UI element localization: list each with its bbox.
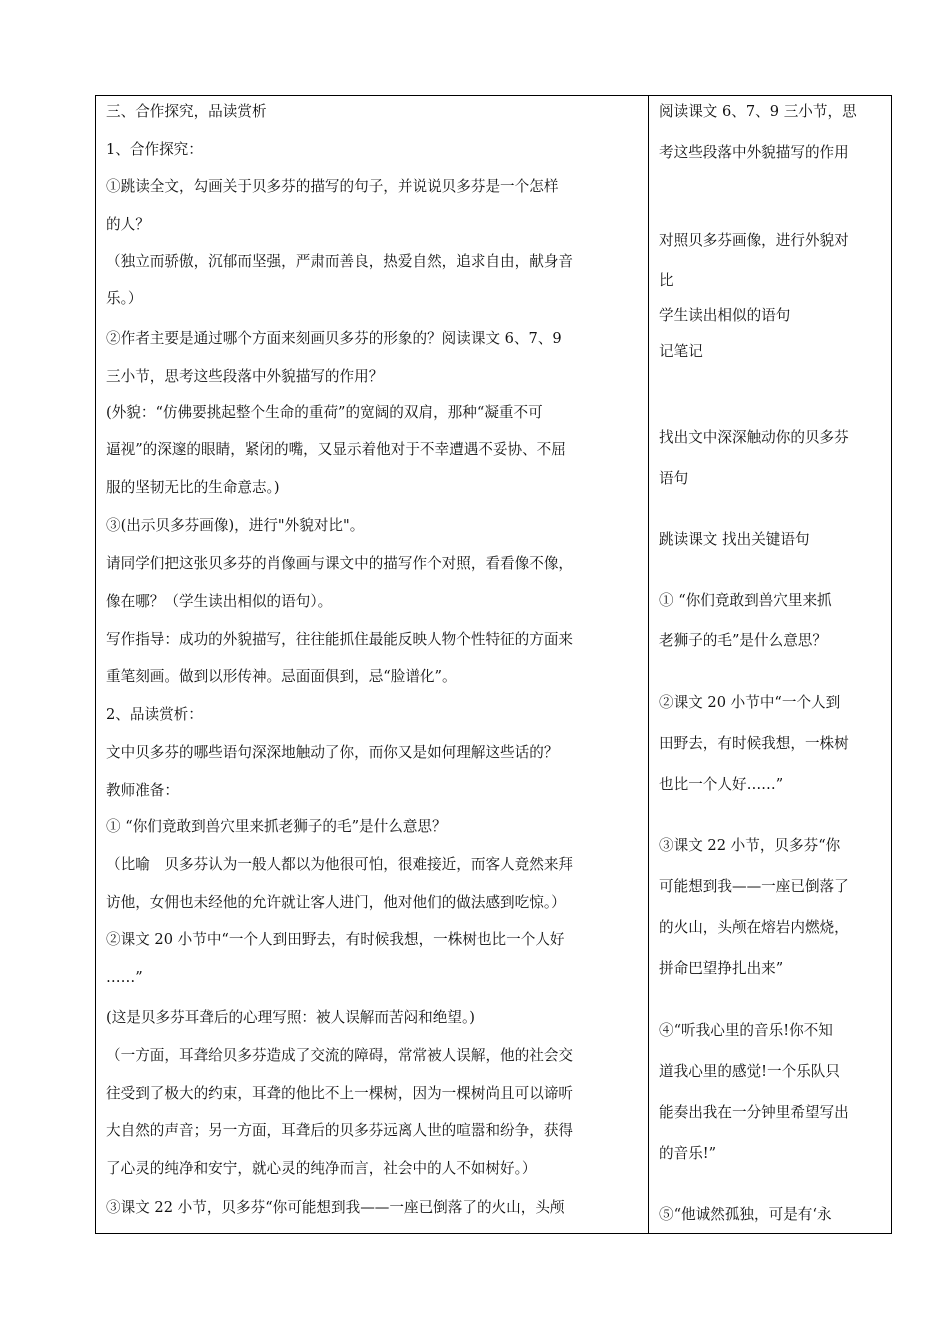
right-line-5: 学生读出相似的语句 bbox=[659, 307, 791, 324]
left-line-18: 文中贝多芬的哪些语句深深地触动了你，而你又是如何理解这些话的？ bbox=[106, 744, 559, 761]
left-line-4: 的人？ bbox=[106, 216, 150, 233]
left-line-1: 三、合作探究，品读赏析 bbox=[106, 103, 267, 120]
right-line-6: 记笔记 bbox=[659, 343, 703, 360]
right-line-22: 的音乐!” bbox=[659, 1145, 717, 1162]
column-divider bbox=[648, 96, 649, 1233]
right-line-18: 拼命巴望挣扎出来” bbox=[659, 960, 784, 977]
right-line-15: ③课文 22 小节，贝多芬“你 bbox=[659, 837, 841, 854]
left-line-15: 写作指导：成功的外貌描写，往往能抓住最能反映人物个性特征的方面来 bbox=[106, 631, 574, 648]
left-line-28: 大自然的声音；另一方面，耳聋后的贝多芬远离人世的喧嚣和纷争，获得 bbox=[106, 1122, 574, 1139]
left-line-24: ……” bbox=[106, 969, 143, 986]
left-line-2: 1、合作探究： bbox=[106, 141, 203, 158]
right-line-7: 找出文中深深触动你的贝多芬 bbox=[659, 429, 849, 446]
left-line-26: （一方面，耳聋给贝多芬造成了交流的障碍，常常被人误解，他的社会交 bbox=[106, 1047, 574, 1064]
left-line-22: 访他，女佣也未经他的允许就让客人进门，他对他们的做法感到吃惊。） bbox=[106, 894, 566, 911]
right-line-14: 也比一个人好……” bbox=[659, 776, 784, 793]
left-line-9: (外貌：“仿佛要挑起整个生命的重荷”的宽阔的双肩，那种“凝重不可 bbox=[106, 404, 543, 421]
right-line-21: 能奏出我在一分钟里希望写出 bbox=[659, 1104, 849, 1121]
left-line-19: 教师准备： bbox=[106, 782, 179, 799]
right-line-9: 跳读课文 找出关键语句 bbox=[659, 531, 810, 548]
right-line-17: 的火山，头颅在熔岩内燃烧， bbox=[659, 919, 849, 936]
left-line-12: ③(出示贝多芬画像)，进行"外貌对比"。 bbox=[106, 517, 365, 534]
right-line-8: 语句 bbox=[659, 470, 689, 487]
left-line-21: （比喻 贝多芬认为一般人都以为他很可怕，很难接近，而客人竟然来拜 bbox=[106, 856, 574, 873]
left-line-8: 三小节，思考这些段落中外貌描写的作用？ bbox=[106, 368, 384, 385]
left-line-13: 请同学们把这张贝多芬的肖像画与课文中的描写作个对照，看看像不像， bbox=[106, 555, 574, 572]
right-line-4: 比 bbox=[659, 272, 674, 289]
right-line-10: ① “你们竟敢到兽穴里来抓 bbox=[659, 592, 832, 609]
right-line-20: 道我心里的感觉!一个乐队只 bbox=[659, 1063, 840, 1080]
right-line-13: 田野去，有时候我想，一株树 bbox=[659, 735, 849, 752]
lesson-plan-table bbox=[95, 95, 892, 1234]
right-line-12: ②课文 20 小节中“一个人到 bbox=[659, 694, 841, 711]
left-line-5: （独立而骄傲，沉郁而坚强，严肃而善良，热爱自然，追求自由，献身音 bbox=[106, 253, 574, 270]
left-line-20: ① “你们竟敢到兽穴里来抓老狮子的毛”是什么意思？ bbox=[106, 818, 447, 835]
student-activity-column bbox=[659, 96, 885, 1233]
left-line-25: (这是贝多芬耳聋后的心理写照：被人误解而苦闷和绝望。) bbox=[106, 1009, 475, 1026]
left-line-23: ②课文 20 小节中“一个人到田野去，有时候我想，一株树也比一个人好 bbox=[106, 931, 565, 948]
left-line-6: 乐。） bbox=[106, 290, 143, 307]
left-line-16: 重笔刻画。做到以形传神。忌面面俱到，忌“脸谱化”。 bbox=[106, 668, 457, 685]
left-line-30: ③课文 22 小节，贝多芬“你可能想到我——一座已倒落了的火山，头颅 bbox=[106, 1199, 565, 1216]
left-line-7: ②作者主要是通过哪个方面来刻画贝多芬的形象的？阅读课文 6、7、9 bbox=[106, 330, 562, 347]
left-line-29: 了心灵的纯净和安宁，就心灵的纯净而言，社会中的人不如树好。） bbox=[106, 1160, 537, 1177]
left-line-14: 像在哪？（学生读出相似的语句）。 bbox=[106, 593, 333, 610]
right-line-16: 可能想到我——一座已倒落了 bbox=[659, 878, 849, 895]
right-line-3: 对照贝多芬画像，进行外貌对 bbox=[659, 232, 849, 249]
left-line-3: ①跳读全文，勾画关于贝多芬的描写的句子，并说说贝多芬是一个怎样 bbox=[106, 178, 559, 195]
right-line-1: 阅读课文 6、7、9 三小节，思 bbox=[659, 103, 857, 120]
right-line-2: 考这些段落中外貌描写的作用 bbox=[659, 144, 849, 161]
right-line-11: 老狮子的毛”是什么意思？ bbox=[659, 632, 827, 649]
right-line-19: ④“听我心里的音乐!你不知 bbox=[659, 1022, 833, 1039]
left-line-27: 往受到了极大的约束，耳聋的他比不上一棵树，因为一棵树尚且可以谛听 bbox=[106, 1085, 574, 1102]
right-line-23: ⑤“他诚然孤独，可是有‘永 bbox=[659, 1206, 832, 1223]
left-line-17: 2、品读赏析： bbox=[106, 706, 203, 723]
left-line-11: 服的坚韧无比的生命意志。) bbox=[106, 479, 280, 496]
left-line-10: 逼视”的深邃的眼睛，紧闭的嘴，又显示着他对于不幸遭遇不妥协、不屈 bbox=[106, 441, 566, 458]
teacher-activity-column bbox=[106, 96, 641, 1233]
